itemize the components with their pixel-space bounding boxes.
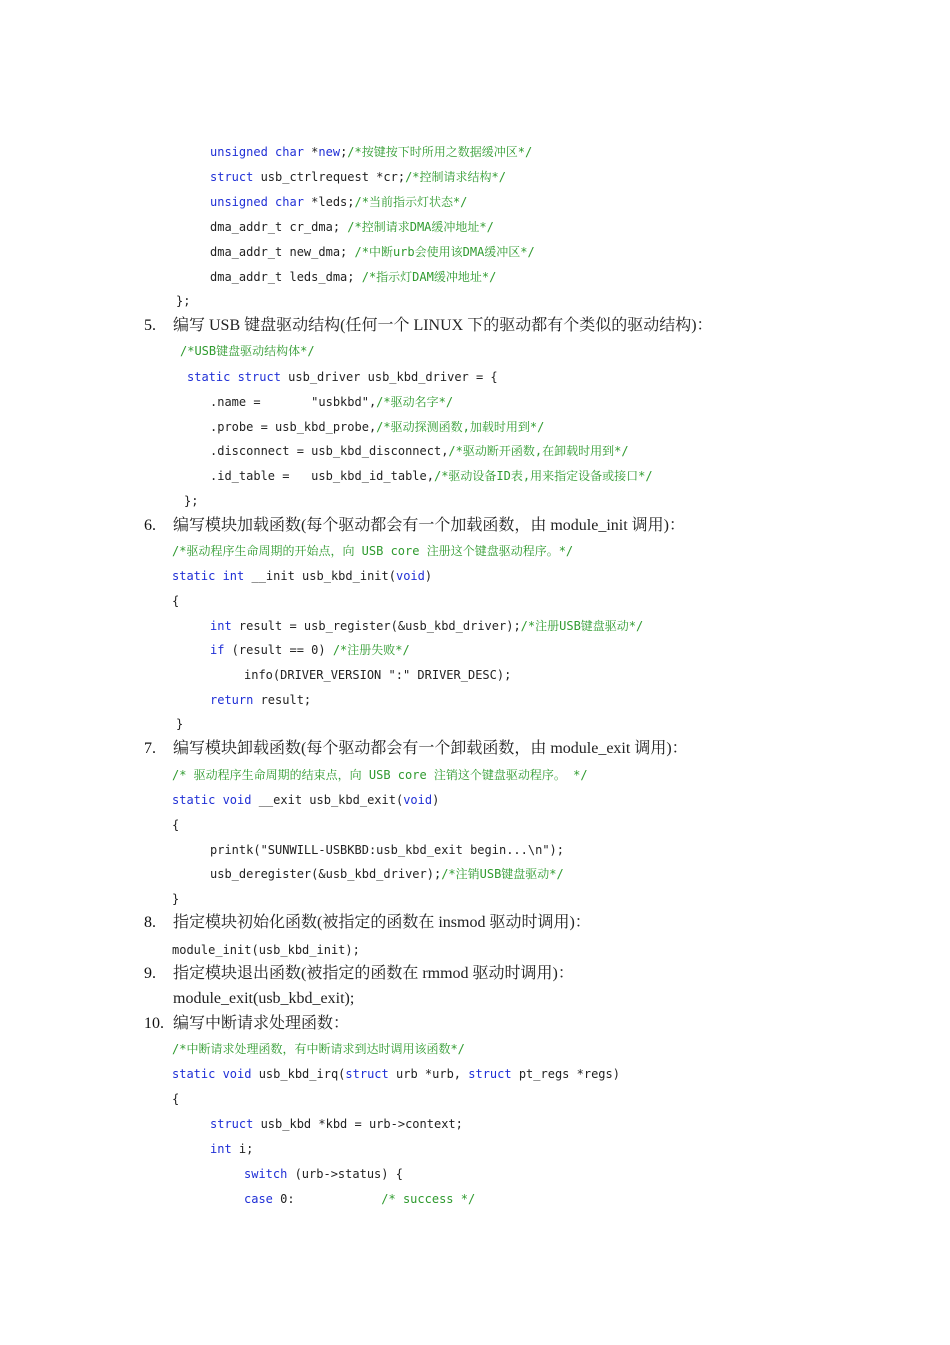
code-comment: /*注销USB键盘驱动*/: [441, 867, 564, 881]
list-number: 8.: [144, 914, 156, 931]
code-keyword: int: [210, 619, 232, 633]
section-heading: [173, 516, 685, 536]
code-line: [172, 566, 432, 586]
code-line: [210, 1139, 253, 1159]
code-line: [176, 291, 190, 311]
code-text: ): [424, 569, 433, 583]
code-text: 0:: [272, 1192, 382, 1206]
code-line: [172, 1064, 620, 1084]
code-keyword: struct: [468, 1067, 512, 1081]
code-keyword: struct: [345, 1067, 389, 1081]
code-line: [210, 217, 494, 237]
section-heading: [173, 739, 688, 759]
code-text: usb_kbd *kbd = urb->context;: [253, 1117, 463, 1131]
code-text: info(DRIVER_VERSION ":" DRIVER_DESC);: [244, 668, 512, 682]
section-heading: [173, 913, 591, 933]
code-comment: /* success */: [381, 1192, 476, 1206]
section-heading: [173, 964, 574, 984]
code-text: ;: [340, 145, 348, 159]
code-text: result;: [253, 693, 312, 707]
code-keyword: static void: [172, 793, 252, 807]
code-text: dma_addr_t new_dma;: [210, 245, 355, 259]
code-text: __init usb_kbd_init(: [244, 569, 396, 583]
code-line: [210, 242, 535, 262]
code-line: [210, 267, 496, 287]
code-comment: /*当前指示灯状态*/: [354, 195, 468, 209]
code-line: [172, 591, 179, 611]
code-text: }: [176, 717, 184, 731]
code-text: .name = "usbkbd",: [210, 395, 377, 409]
code-comment: /*驱动探测函数,加载时用到*/: [376, 420, 545, 434]
code-comment: /*指示灯DAM缓冲地址*/: [361, 270, 497, 284]
code-keyword: static struct: [187, 370, 281, 384]
code-text: 指定模块退出函数(被指定的函数在 rmmod 驱动时调用)：: [173, 965, 574, 982]
code-comment: /*驱动程序生命周期的开始点，向 USB core 注册这个键盘驱动程序。*/: [172, 544, 574, 558]
code-text: {: [172, 818, 180, 832]
code-line: [172, 541, 573, 561]
code-text: module_exit(usb_kbd_exit);: [173, 990, 355, 1007]
code-text: __exit usb_kbd_exit(: [251, 793, 404, 807]
code-text: }: [172, 892, 180, 906]
code-line: [210, 167, 506, 187]
code-line: [244, 1189, 475, 1209]
code-text: *leds;: [303, 195, 355, 209]
list-number: 7.: [144, 740, 156, 757]
code-line: [180, 341, 315, 361]
code-text: *: [303, 145, 319, 159]
code-text: result = usb_register(&usb_kbd_driver);: [231, 619, 521, 633]
code-keyword: int: [210, 1142, 232, 1156]
code-text: 指定模块初始化函数(被指定的函数在 insmod 驱动时调用)：: [173, 914, 591, 931]
code-text: module_init(usb_kbd_init);: [172, 943, 360, 957]
code-comment: /*控制请求结构*/: [405, 170, 506, 184]
code-comment: /*驱动断开函数,在卸载时用到*/: [448, 444, 629, 458]
code-keyword: return: [210, 693, 254, 707]
code-comment: /*注册USB键盘驱动*/: [520, 619, 644, 633]
code-keyword: unsigned char: [210, 145, 304, 159]
code-line: [210, 616, 643, 636]
list-number: 10.: [144, 1015, 164, 1032]
code-line: [184, 491, 198, 511]
code-line: [210, 1114, 463, 1134]
code-line: [210, 392, 453, 412]
code-text: printk("SUNWILL-USBKBD:usb_kbd_exit begin...\n");: [210, 843, 565, 857]
code-text: usb_driver usb_kbd_driver = {: [280, 370, 498, 384]
code-line: [187, 367, 498, 387]
code-text: {: [172, 594, 180, 608]
code-text: usb_ctrlrequest *cr;: [253, 170, 406, 184]
code-line: [172, 815, 179, 835]
code-line: [210, 441, 629, 461]
code-line: [210, 690, 311, 710]
code-line: [172, 765, 588, 785]
code-keyword: unsigned char: [210, 195, 304, 209]
code-keyword: struct: [210, 170, 254, 184]
code-keyword: static void: [172, 1067, 252, 1081]
code-keyword: static int: [172, 569, 245, 583]
code-line: [244, 1164, 403, 1184]
code-text: i;: [231, 1142, 254, 1156]
code-text: 编写 USB 键盘驱动结构(任何一个 LINUX 下的驱动都有个类似的驱动结构)：: [173, 317, 713, 334]
code-line: [210, 840, 564, 860]
code-line: [210, 864, 564, 884]
code-line: [210, 417, 544, 437]
section-heading: [173, 989, 354, 1009]
list-number: 6.: [144, 517, 156, 534]
code-text: dma_addr_t leds_dma;: [210, 270, 362, 284]
code-text: usb_kbd_irq(: [251, 1067, 346, 1081]
code-line: [210, 466, 653, 486]
code-keyword: void: [395, 569, 425, 583]
code-keyword: switch: [244, 1167, 288, 1181]
code-text: usb_deregister(&usb_kbd_driver);: [210, 867, 442, 881]
code-line: [172, 1039, 465, 1059]
code-keyword: if: [210, 643, 225, 657]
code-comment: /*驱动名字*/: [376, 395, 454, 409]
code-text: (urb->status) {: [287, 1167, 403, 1181]
code-comment: /*注册失败*/: [332, 643, 410, 657]
code-line: [210, 142, 532, 162]
code-comment: /*USB键盘驱动结构体*/: [180, 344, 315, 358]
code-keyword: struct: [210, 1117, 254, 1131]
code-text: 编写模块加载函数(每个驱动都会有一个加载函数，由 module_init 调用)：: [173, 517, 685, 534]
code-comment: /* 驱动程序生命周期的结束点，向 USB core 注销这个键盘驱动程序。 */: [172, 768, 588, 782]
code-text: 编写中断请求处理函数：: [173, 1015, 350, 1032]
code-text: };: [184, 494, 199, 508]
code-comment: /*控制请求DMA缓冲地址*/: [347, 220, 494, 234]
list-number: 5.: [144, 317, 156, 334]
code-line: [172, 1089, 179, 1109]
code-comment: /*中断urb会使用该DMA缓冲区*/: [354, 245, 535, 259]
code-text: {: [172, 1092, 180, 1106]
code-line: [172, 790, 439, 810]
list-number: 9.: [144, 965, 156, 982]
code-text: pt_regs *regs): [511, 1067, 620, 1081]
code-comment: /*按键按下时所用之数据缓冲区*/: [347, 145, 533, 159]
code-text: 编写模块卸载函数(每个驱动都会有一个卸载函数，由 module_exit 调用)：: [173, 740, 688, 757]
section-heading: [173, 316, 713, 336]
code-keyword: case: [244, 1192, 273, 1206]
code-comment: /*中断请求处理函数，有中断请求到达时调用该函数*/: [172, 1042, 465, 1056]
code-keyword: void: [403, 793, 433, 807]
code-text: urb *urb,: [388, 1067, 469, 1081]
code-keyword: new: [318, 145, 341, 159]
section-heading: [173, 1014, 349, 1034]
code-line: [172, 889, 179, 909]
code-line: [244, 665, 511, 685]
code-text: .probe = usb_kbd_probe,: [210, 420, 377, 434]
code-line: [210, 192, 467, 212]
code-text: (result == 0): [224, 643, 333, 657]
code-text: };: [176, 294, 191, 308]
code-line: [172, 940, 360, 960]
code-text: .disconnect = usb_kbd_disconnect,: [210, 444, 449, 458]
code-text: .id_table = usb_kbd_id_table,: [210, 469, 434, 483]
code-text: dma_addr_t cr_dma;: [210, 220, 348, 234]
code-line: [210, 640, 410, 660]
code-comment: /*驱动设备ID表,用来指定设备或接口*/: [433, 469, 653, 483]
code-text: ): [432, 793, 440, 807]
code-line: [176, 714, 183, 734]
